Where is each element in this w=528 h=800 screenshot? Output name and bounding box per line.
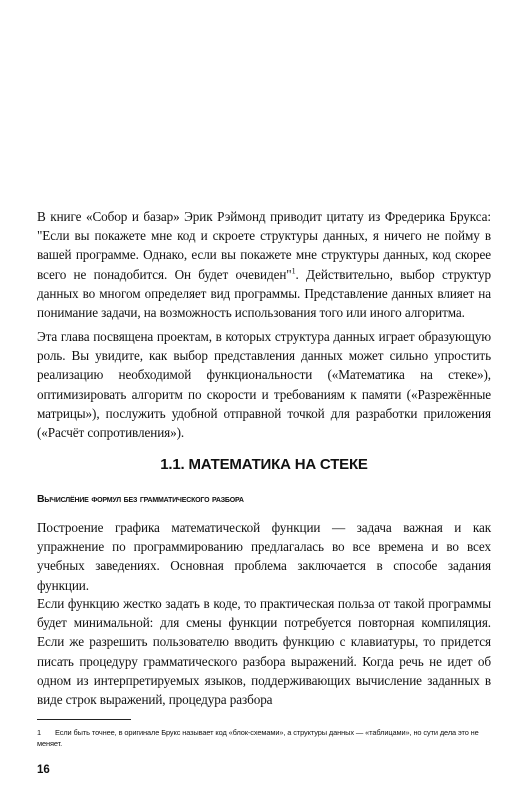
page-number: 16 xyxy=(37,764,50,776)
intro-paragraph-text: В книге «Собор и базар» Эрик Рэймонд приводит цитату из Фредерика Брукса: "Если вы покажете мне код и скроете структуры данных, я ничего не пойму в вашей программе. Однако, если вы покажете мне структуры данных, код скорее всего не понадобится. Он будет очевиден" xyxy=(37,209,491,282)
section-heading: 1.1. МАТЕМАТИКА НА СТЕКЕ xyxy=(160,456,368,473)
footnote-divider xyxy=(37,719,131,720)
body-paragraph-2: Если функцию жестко задать в коде, то практическая польза от такой программы будет минимальной: для смены функции потребуется повторная компиляция. Если же разрешить пользователю вводить функцию с клавиатуры, то придется писать процедуру грамматического разбора выражений. Когда речь не идет об одном из интерпретируемых языков, поддерживающих вычисление заданных в виде строк выражений, процедура разбора xyxy=(37,596,491,708)
footnote-text: Если быть точнее, в оригинале Брукс называет код «блок-схемами», а структуры данных — «таблицами», но сути дела это не меняет. xyxy=(37,728,479,748)
body-paragraph-1: Построение графика математической функции — задача важная и как упражнение по программированию предлагалась во все времена и во всех учебных заведениях. Основная проблема заключается в способе задания функции. xyxy=(37,520,491,593)
intro-paragraph-tail: . Действительно, выбор структур данных во многом определяет вид программы. Представление данных влияет на понимание задачи, на возможность использования того или иного алгоритма. xyxy=(37,266,491,321)
footnote-reference: 1 xyxy=(291,266,296,276)
footnote-number: 1 xyxy=(37,728,42,737)
section-subheading: Вычислёние формул без грамматического разбора xyxy=(37,493,244,505)
chapter-overview-paragraph: Эта глава посвящена проектам, в которых структура данных играет образующую роль. Вы увидите, как выбор представления данных может сильно упростить реализацию необходимой функциональности («Математика на стеке»), оптимизировать алгоритм по скорости и требованиям к памяти («Разрежённые матрицы»), послужить удобной отправной точкой для разработки приложения («Расчёт сопротивления»). xyxy=(37,329,491,441)
intro-paragraph xyxy=(37,207,491,322)
footnote xyxy=(37,727,493,749)
